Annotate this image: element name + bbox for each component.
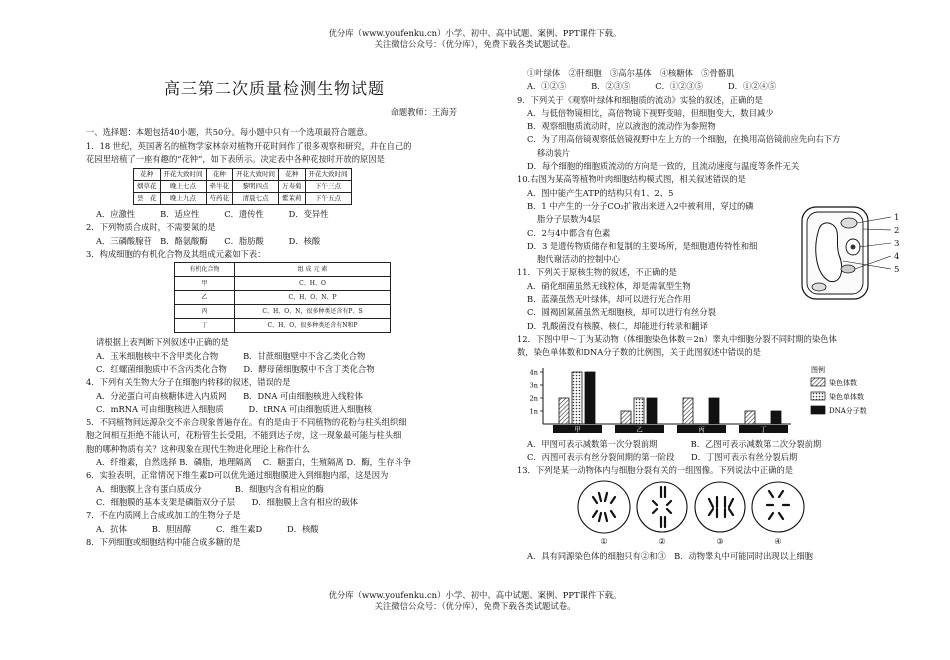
legend-swatch-3 [811,406,825,414]
table-cell: 晚上九点 [160,193,206,205]
image-label-1: ① [600,537,608,547]
question-5 [86,416,491,469]
q10-option-a: A．图中能产生ATP的结构只有1、2、5 [527,187,674,198]
table-cell: 组 成 元 素 [235,263,391,277]
q12-option-c: C．丙图可表示有丝分裂间期的第一阶段 [527,451,675,462]
table-cell: C、H、O、N、P [235,291,391,305]
chromosome-marks [593,487,789,527]
question-3 [86,248,491,376]
table-cell: 烟草花 [134,181,161,193]
legend-swatch-1 [811,378,825,386]
q8-stem: 8．下列细胞或细胞结构中能合成多糖的是 [86,536,241,547]
x-tick-label: 甲 [574,425,581,434]
q11-option-d: D．乳酸菌没有核膜、核仁，却能进行转录和翻译 [527,320,708,331]
q13-option-a: A．具有同源染色体的细胞只有②和③ [527,551,666,562]
q12-option-d: D．丁图可表示有丝分裂后期 [691,451,798,462]
table-cell: 丙 [175,305,235,319]
q6-option-b: B．细胞内含有相应的酶 [234,483,324,494]
table-cell: 开花大致时间 [160,169,206,181]
q10-option-b-line-1: B．1 中产生的一分子CO₂扩散出来进入2中被利用，穿过的磷 [527,200,754,211]
table-row [175,291,391,305]
q6-option-c: C．细胞膜的基本支架是磷脂双分子层 [96,496,236,507]
table-cell: 晚上七点 [160,181,206,193]
table-cell: C、H、O、N，很多种类还含有P、S [235,305,391,319]
bar-丁-染色体数 [745,411,755,424]
q3-option-a: A．玉米细胞核中不含甲类化合物 [96,350,219,361]
q13-option-b: B．动物睾丸中可能同时出现以上细胞 [674,551,813,562]
table-row [175,263,391,277]
division-cell-3 [695,482,745,532]
image-label-4: ④ [774,537,782,547]
bar-乙-DNA分子数 [647,398,657,424]
label-4: 4 [894,252,900,262]
q10-stem: 10.右图为某高等植物叶肉细胞结构模式图，相关叙述错误的是 [517,174,746,185]
footer-line-2: 关注微信公众号：（优分库），免费下载各类试题试卷。 [374,601,576,611]
q2-stem: 2．下列物质合成时，不需要氮的是 [86,222,216,233]
x-tick-label: 丁 [760,425,767,434]
q1-stem-line-1: 1．18 世纪，英国著名的植物学家林奈对植物开花时间作了很多观察和研究，并在自己的 [86,140,412,151]
chloroplast-shape-2 [812,283,826,291]
bar-甲-DNA分子数 [585,372,595,424]
table-cell: 牵牛花 [206,181,233,193]
table-cell: 昙 花 [134,193,161,205]
legend-label-2: 染色单体数 [829,392,864,401]
q10-option-c: C．2与4中都含有色素 [527,227,611,238]
q3-stem: 3．构成细胞的有机化合物及其组成元素如下表： [86,249,266,260]
question-7 [86,509,491,536]
table-cell: 下午五点 [305,193,351,205]
q2-options: A．三磷酸腺苷 B．酪氨酸酶 C．脂肪酸 D．核酸 [96,235,321,246]
q12-options-cd [517,451,905,464]
q12-options-ab [517,438,905,451]
exam-title: 高三第二次质量检测生物试题 [164,79,386,98]
table-row [134,181,352,193]
q3-options-ab [86,350,491,363]
q5-stem-line-1: 5．不同植物间远源杂交不亲合现象普遍存在。有的是由于不同植物的花粉与柱头组织细 [86,417,407,428]
q4-stem: 4．下列有关生物大分子在细胞内转移的叙述，错误的是 [86,377,291,388]
table-cell: 花种 [206,169,233,181]
q5-stem-line-2: 胞之间相互拒绝不能认可，花粉管生长受阻，不能到达子房，这一现象最可能与柱头细 [86,430,402,441]
q12-stem-line-2: 数，染色单体数和DNA分子数的比例图，关于此图叙述中错误的是 [517,347,761,358]
division-cell-1 [578,481,630,533]
table-cell: 清晨七点 [233,193,279,205]
header-line-1: 优分库（www.youfenku.cn）小学、初中、高中试题、案例、PPT课件下载。 [328,28,622,38]
q5-options: A．纤维素，自然选择 B．磷脂，地理隔离 C．糖蛋白，生殖隔离 D．酶，生存斗争 [96,457,412,468]
q3-options-cd [86,363,491,376]
q3-option-c: C．红螺菌细胞质中不含丙类化合物 [96,363,227,374]
q12-option-b: B．乙图可表示减数第二次分裂前期 [690,438,822,449]
image-label-3: ③ [716,537,724,547]
section-heading: 一、选择题：本题包括40小题，共50分。每小题中只有一个选项最符合题意。 [86,127,373,138]
plant-cell-diagram [799,203,905,303]
right-column [517,67,905,583]
q4-option-b: B．DNA 可由细胞核进入线粒体 [243,390,363,401]
q6-options-ab [86,483,491,496]
table-cell: 黎明四点 [233,181,279,193]
cell-division-images [577,479,807,547]
page-footer [0,590,950,612]
q4-option-d: D．tRNA 可由细胞质进入细胞核 [248,403,372,414]
nucleolus-shape [851,245,856,250]
q6-stem: 6．实验表明，正常情况下维生素D可以优先通过细胞膜进入到细胞内部，这是因为 [86,470,389,481]
q11-stem: 11．下列关于原核生物的叙述，不正确的是 [517,267,677,278]
x-tick-label: 丙 [698,425,705,434]
bar-甲-染色体数 [559,398,569,424]
q1-stem-line-2: 花园里培植了一座有趣的“花钟”，如下表所示。决定表中各种花按时开放的原因是 [86,153,385,164]
q3-option-b: B．甘蔗细胞壁中不含乙类化合物 [243,350,366,361]
y-tick-label: 4n [529,368,538,377]
legend-label-1: 染色体数 [829,378,857,387]
y-tick-label: 1n [529,407,538,416]
chromosome-dna-bar-chart [521,362,901,436]
flower-clock-table [133,168,352,205]
legend-title: 图例 [811,365,825,374]
q7-options: A．抗体 B．胆固醇 C．维生素D D．核酸 [96,523,319,534]
table-cell: 丁 [175,319,235,333]
table-cell: 开花大致时间 [305,169,351,181]
q8-items: ①叶绿体 ②肝细胞 ③高尔基体 ④核糖体 ⑤骨骼肌 [527,68,735,78]
q9-stem: 9．下列关于《观察叶绿体和细胞质的流动》实验的叙述，正确的是 [517,94,763,105]
q9-option-c-line-2: 移动装片 [537,147,571,158]
q11-option-c: C．圆褐固氮菌虽然无细胞核，却可以进行有丝分裂 [527,307,716,318]
table-row [134,193,352,205]
table-cell: 乙 [175,291,235,305]
table-cell: 开花大致时间 [233,169,279,181]
q8-options: A．①②⑤ B．②③⑤ C．①②③⑤ D．①②④⑤ [527,81,777,92]
y-tick-label: 3n [529,381,538,390]
division-cell-4 [752,482,804,532]
table-row [175,319,391,333]
table-cell: 甲 [175,277,235,291]
question-13 [517,464,905,564]
table-cell: C、H、O [235,277,391,291]
footer-line-1: 优分库（www.youfenku.cn）小学、初中、高中试题、案例、PPT课件下载。 [328,590,622,600]
bar-乙-染色单体数 [634,398,644,424]
left-column [86,70,491,586]
table-cell: C、H、O，很多种类还含有N和P [235,319,391,333]
label-3: 3 [894,239,900,249]
table-cell: 下午三点 [305,181,351,193]
q6-option-d: D．细胞膜上含有相应的载体 [251,496,358,507]
q11-option-a: A．硝化细菌虽然无线粒体，却是需氧型生物 [527,280,691,291]
y-tick-label: 2n [529,394,538,403]
q9-option-a: A．与低倍物镜相比，高倍物镜下视野变暗，但细胞变大，数目减少 [527,107,774,118]
q10-option-d-line-1: D．3 是遗传物质储存和复制的主要场所，是细胞遗传特性和细 [527,240,758,251]
question-9 [517,94,905,174]
table-cell: 紫茉莉 [279,193,306,205]
legend-label-3: DNA分子数 [829,406,867,415]
question-8-stem [86,536,491,549]
question-12 [517,333,905,464]
compound-table [174,262,391,333]
label-5: 5 [894,265,900,275]
table-cell: 芍药花 [206,193,233,205]
table-row [175,305,391,319]
q13-options-ab [517,550,905,563]
table-row [175,277,391,291]
label-1: 1 [894,213,900,223]
q4-options-cd [86,403,491,416]
author-line: 命题教师：王海芳 [390,107,457,117]
question-4 [86,376,491,416]
q12-option-a: A．甲图可表示减数第一次分裂前期 [527,438,658,449]
table-cell: 有机化合物 [175,263,235,277]
q9-option-b: B．观察细胞质流动时，应以液泡的流动作为参照物 [527,121,716,132]
image-label-2: ② [658,537,666,547]
mitochondrion-shape [841,265,855,273]
q7-stem: 7．不在内质网上合成或加工的生物分子是 [86,510,241,521]
bar-丙-DNA分子数 [709,398,719,424]
q13-stem: 13．下列是某一动物体内与细胞分裂有关的一组图像。下列说法中正确的是 [517,465,794,476]
q11-option-b: B．蓝藻虽然无叶绿体，却可以进行光合作用 [527,294,691,305]
x-tick-label: 乙 [636,425,643,434]
q6-options-cd [86,496,491,509]
chloroplast-shape [841,218,857,228]
question-1 [86,140,491,222]
question-6 [86,469,491,509]
q3-prompt: 请根据上表判断下列叙述中正确的是 [96,337,229,348]
question-2 [86,221,491,248]
q9-option-d: D．每个细胞的细胞质流动的方向是一致的，且流动速度与温度等条件无关 [527,161,800,172]
bar-甲-染色单体数 [572,372,582,424]
header-line-2: 关注微信公众号：（优分库），免费下载各类试题试卷。 [374,39,576,49]
q10-option-b-line-2: 脂分子层数为4层 [537,214,601,225]
bar-丙-染色体数 [683,398,693,424]
table-cell: 花种 [134,169,161,181]
q4-option-c: C．mRNA 可由细胞核进入细胞质 [96,403,224,414]
table-cell: 万寿菊 [279,181,306,193]
legend-swatch-2 [811,392,825,400]
table-row [134,169,352,181]
table-cell: 花种 [279,169,306,181]
q10-option-d-line-2: 胞代谢活动的控制中心 [537,254,620,265]
page-header [0,28,950,50]
q12-stem-line-1: 12．下图中甲～丁为某动物（体细胞染色体数＝2n）睾丸中细胞分裂不同时期的染色体 [517,333,837,344]
q1-options: A．应激性 B．适应性 C．遗传性 D．变异性 [96,209,329,220]
q9-option-c-line-1: C．为了用高倍镜观察低倍镜视野中左上方的一个细胞，在换用高倍镜前应先向右下方 [527,134,841,145]
q3-option-d: D．酵母菌细胞膜中不含丁类化合物 [243,363,375,374]
label-2: 2 [894,226,900,236]
bar-乙-染色体数 [621,411,631,424]
q6-option-a: A．细胞膜上含有蛋白质成分 [96,483,202,494]
q4-options-ab [86,390,491,403]
q5-stem-line-3: 胞的哪种物质有关？这种现象在现代生物进化理论上称作什么 [86,443,311,454]
bar-丁-DNA分子数 [771,411,781,424]
q4-option-a: A．分泌蛋白可由核糖体进入内质网 [96,390,227,401]
